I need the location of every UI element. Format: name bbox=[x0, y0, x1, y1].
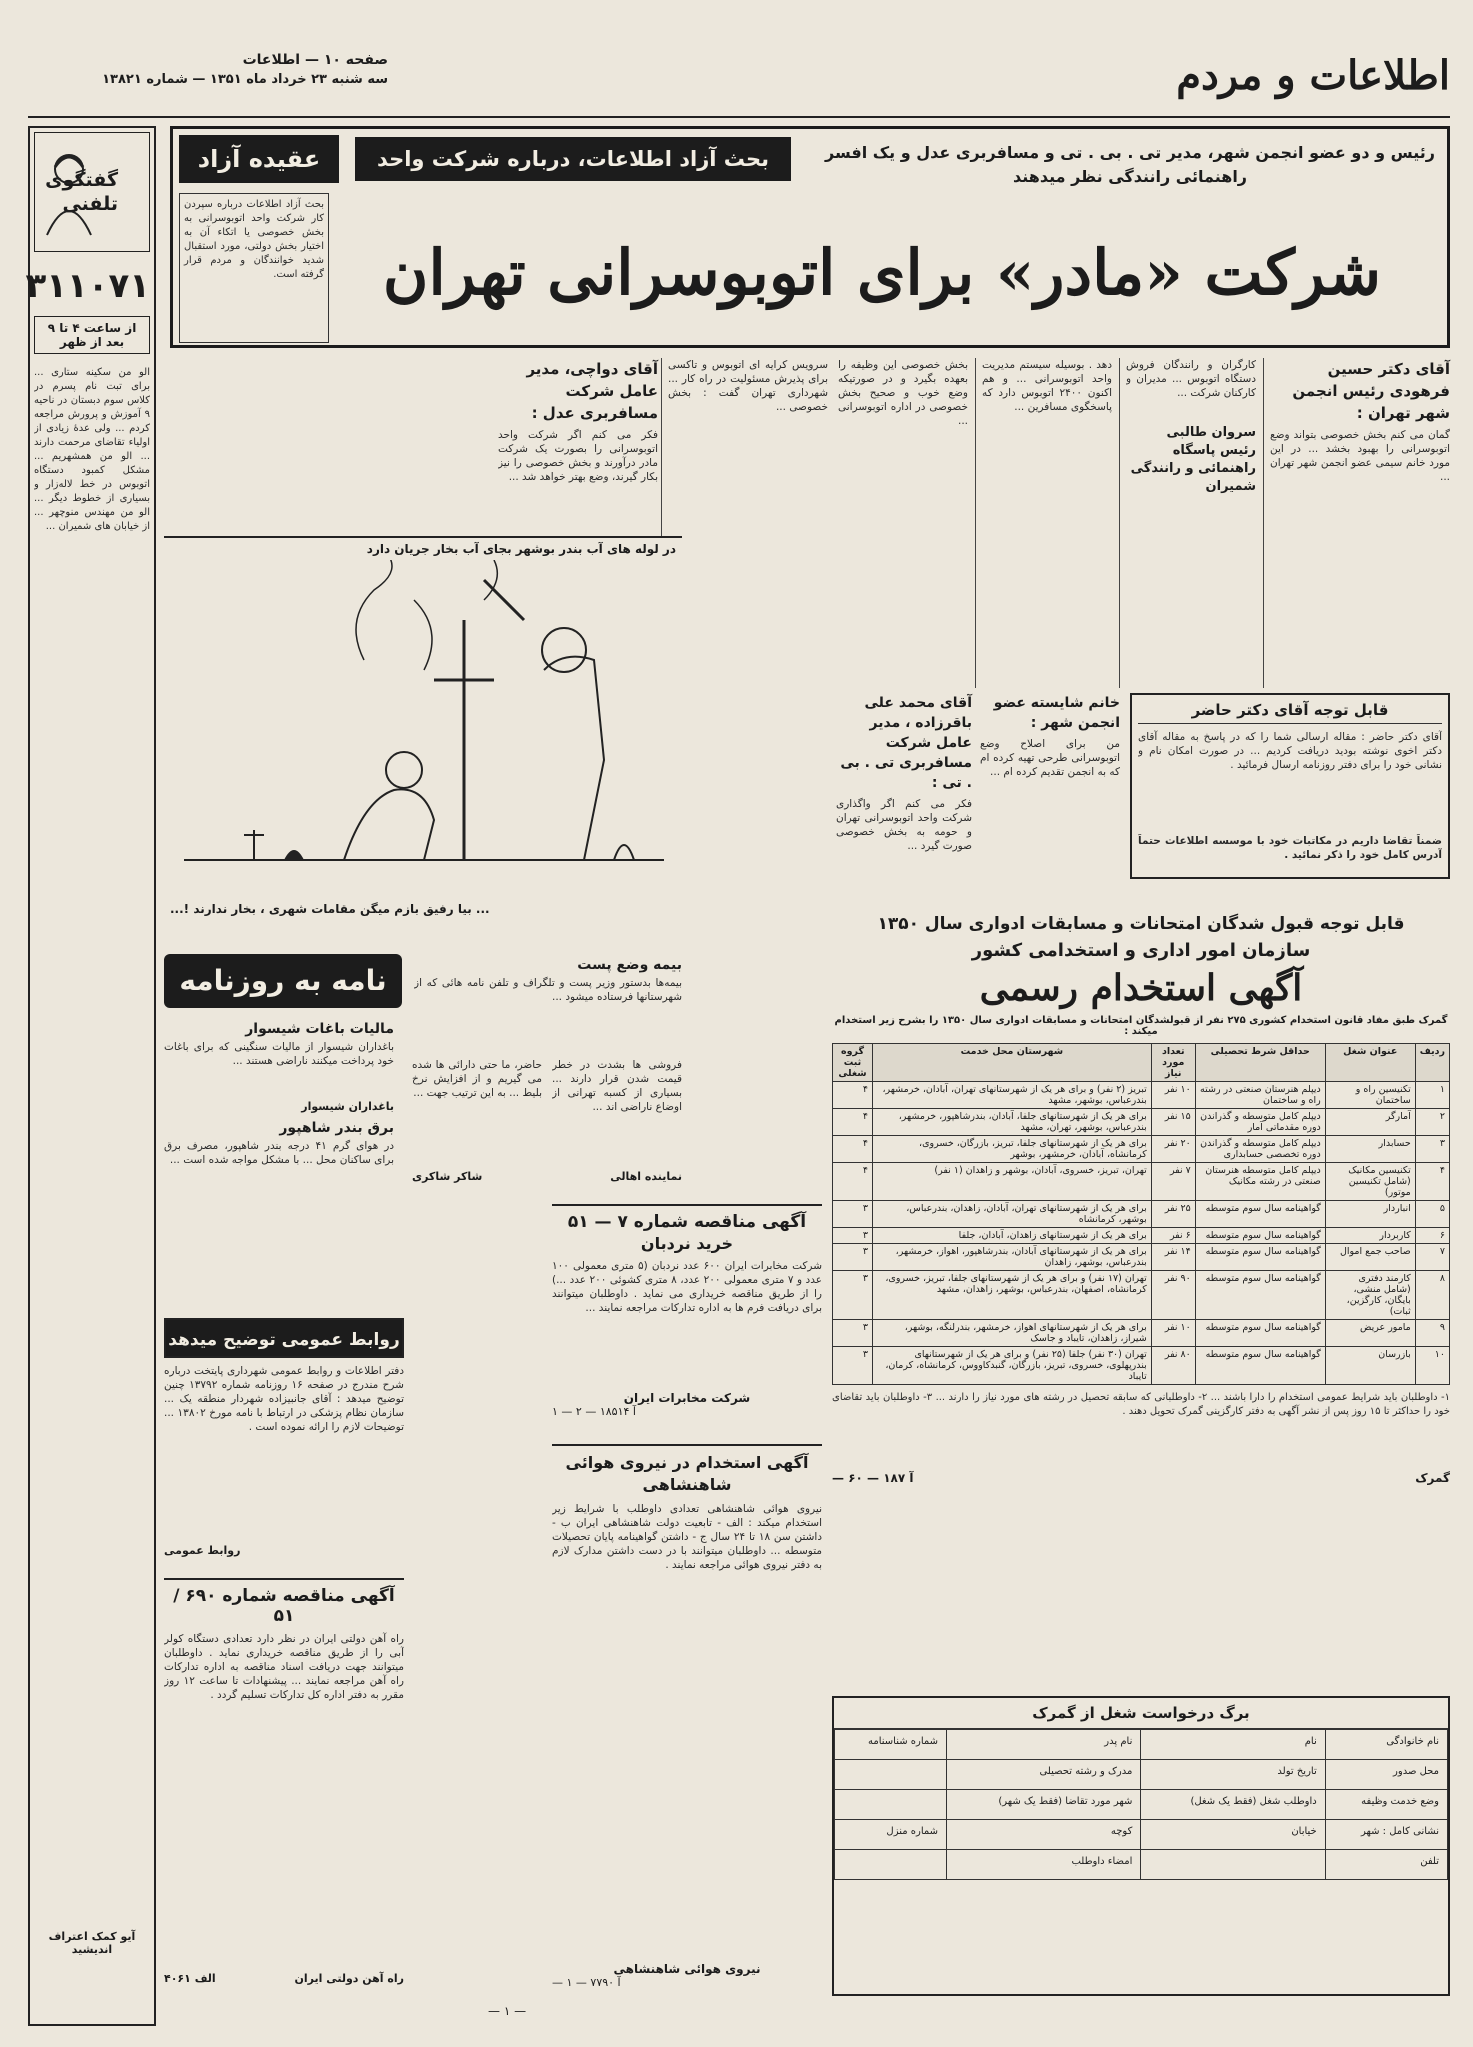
table-cell: برای هر یک از شهرستانهای زاهدان، آبادان، جلفا bbox=[873, 1228, 1152, 1244]
form-row bbox=[835, 1760, 1448, 1790]
newspaper-page bbox=[25, 48, 1450, 2038]
table-cell: ۳ bbox=[833, 1271, 873, 1320]
nameh-signer: نماینده اهالی bbox=[610, 1170, 682, 1183]
ad-havai-title: آگهی استخدام در نیروی هوائی شاهنشاهی bbox=[565, 1453, 809, 1494]
table-row bbox=[833, 1082, 1450, 1109]
form-field[interactable]: نشانی کامل : شهر bbox=[1325, 1820, 1447, 1850]
form-field[interactable] bbox=[1141, 1850, 1325, 1880]
table-cell: تبریز (۲ نفر) و برای هر یک از شهرستانهای تهران، آبادان، خرمشهر، بندرعباس، بوشهر، مشهد bbox=[873, 1082, 1152, 1109]
ad-monaqese-1-subtitle: خرید نردبان bbox=[640, 1234, 734, 1253]
table-cell: دیپلم هنرستان صنعتی در رشته راه و ساختمان bbox=[1195, 1082, 1325, 1109]
main-kicker: بحث آزاد اطلاعات، درباره شرکت واحد bbox=[355, 137, 791, 181]
nameh-section bbox=[164, 954, 682, 1194]
table-cell: گواهینامه سال سوم متوسطه bbox=[1195, 1320, 1325, 1347]
table-cell: ۵ bbox=[1415, 1201, 1449, 1228]
article-col-3: دهد . بوسیله سیستم مدیریت واحد اتوبوسرانی ... و هم اکنون ۲۴۰۰ اتوبوس دارد که پاسخگوی مسافرین ... bbox=[982, 359, 1112, 413]
table-cell: مامور عریض bbox=[1325, 1320, 1415, 1347]
ad-monaqese-2-body: راه آهن دولتی ایران در نظر دارد تعدادی دستگاه کولر آبی را از طریق مناقصه خریداری نماید . داوطلبان میتوانند جهت دریافت اسناد مناقصه به اداره تدارکات راه آهن مراجعه نمایند ... پیشنهادات تا ساعت ۱۲ روز مقرر به دفتر اداره کل تدارکات تسلیم گردد . bbox=[164, 1633, 404, 1701]
article-col-2 bbox=[1126, 358, 1256, 496]
table-cell: ۱۴ نفر bbox=[1151, 1244, 1195, 1271]
ad-estekhdam-top: قابل توجه قبول شدگان امتحانات و مسابقات ادواری سال ۱۳۵۰ bbox=[877, 914, 1405, 934]
table-row bbox=[833, 1271, 1450, 1320]
form-field[interactable] bbox=[835, 1850, 947, 1880]
ad-estekhdam-code: آ ۱۸۷ — ۶۰ — bbox=[832, 1471, 914, 1485]
article-body: فکر می کنم اگر واگذاری شرکت واحد اتوبوسرانی تهران و حومه به بخش خصوصی صورت گیرد ... bbox=[836, 798, 972, 852]
nameh-signer: باغداران شیسوار bbox=[301, 1100, 394, 1113]
articles-lower bbox=[835, 693, 1450, 903]
nameh-col: حاضر، ما حتی دارائی ها شده می گیریم و از افزایش نرخ بلیط ... به این ترتیب جهت ... bbox=[412, 1059, 542, 1099]
table-row bbox=[833, 1201, 1450, 1228]
table-cell: ۷ نفر bbox=[1151, 1163, 1195, 1201]
form-row bbox=[835, 1790, 1448, 1820]
nameh-col: فروشی ها بشدت در خطر قیمت شدن قرار دارند ... بسیاری از کسبه تهرانی از اوضاع ناراضی اند ... bbox=[552, 1059, 682, 1113]
form-field[interactable]: شماره منزل bbox=[835, 1820, 947, 1850]
table-cell: ۱۰ نفر bbox=[1151, 1082, 1195, 1109]
table-row bbox=[833, 1109, 1450, 1136]
table-cell: گواهینامه سال سوم متوسطه bbox=[1195, 1347, 1325, 1385]
table-cell: ۱ bbox=[1415, 1082, 1449, 1109]
table-cell: دیپلم کامل متوسطه و گذراندن دوره مقدماتی آمار bbox=[1195, 1109, 1325, 1136]
table-row bbox=[833, 1347, 1450, 1385]
ravabet-body: دفتر اطلاعات و روابط عمومی شهرداری پایتخت درباره شرح مندرج در صفحه ۱۶ روزنامه شماره ۱۳۷۹۲ چنین توضیح میدهد : آقای جانبیزاده شهردار منطقه یک ... سازمان نظام پزشکی در ارتباط با نامه مورخ ۱۳۸۰۲ ... توضیحات لازم را ارائه نموده است . bbox=[164, 1365, 404, 1433]
nameh-item-body: باغداران شیسوار از مالیات سنگینی که برای باغات خود پرداخت میکنند ناراضی هستند ... bbox=[164, 1041, 394, 1067]
table-cell: ۳ bbox=[833, 1228, 873, 1244]
table-cell: ۲۰ نفر bbox=[1151, 1136, 1195, 1163]
article-body: کارگران و رانندگان فروش دستگاه اتوبوس ... مدیران و کارکنان شرکت ... bbox=[1126, 359, 1256, 399]
form-field[interactable]: محل صدور bbox=[1325, 1760, 1447, 1790]
application-form-title: برگ درخواست شغل از گمرک bbox=[834, 1698, 1448, 1729]
col-header: تعداد مورد نیاز bbox=[1151, 1044, 1195, 1082]
form-field[interactable]: وضع خدمت وظیفه bbox=[1325, 1790, 1447, 1820]
article-farhoudi bbox=[1270, 358, 1450, 648]
article-shayesteh bbox=[980, 693, 1120, 867]
main-headline: شرکت «مادر» برای اتوبوسرانی تهران bbox=[382, 236, 1382, 309]
articles-block-right bbox=[835, 358, 1450, 688]
table-cell: ۱۵ نفر bbox=[1151, 1109, 1195, 1136]
table-cell: ۳ bbox=[833, 1347, 873, 1385]
phone-column-footer: آیو کمک اعتراف اندیشید bbox=[48, 1930, 136, 1956]
ad-monaqese-1-body: شرکت مخابرات ایران ۶۰۰ عدد نردبان (۵ متری معمولی ۱۰۰ عدد و ۷ متری معمولی ۲۰۰ عدد، ۸ متری کشوئی ۲۰۰ عدد ...) را از طریق مناقصه خریداری می نماید . داوطلبان میتوانند برای دریافت فرم ها به اداره تدارکات مراجعه نمایند ... bbox=[552, 1260, 822, 1314]
article-head: آقای دکتر حسین فرهودی رئیس انجمن شهر تهران : bbox=[1292, 360, 1450, 422]
table-cell: گواهینامه سال سوم متوسطه bbox=[1195, 1244, 1325, 1271]
masthead-info bbox=[28, 52, 388, 87]
table-cell: حسابدار bbox=[1325, 1136, 1415, 1163]
table-cell: ۴ bbox=[833, 1082, 873, 1109]
table-cell: گواهینامه سال سوم متوسطه bbox=[1195, 1271, 1325, 1320]
table-cell: انباردار bbox=[1325, 1201, 1415, 1228]
form-field[interactable]: نام خانوادگی bbox=[1325, 1730, 1447, 1760]
ad-estekhdam-sign: گمرک bbox=[1415, 1471, 1450, 1485]
ad-havai bbox=[552, 1444, 822, 2004]
form-field[interactable]: نام پدر bbox=[947, 1730, 1141, 1760]
nameh-item-head: مالیات باغات شیسوار bbox=[245, 1021, 394, 1037]
table-cell: ۳ bbox=[1415, 1136, 1449, 1163]
table-cell: برای هر یک از شهرستانهای جلفا، آبادان، بندرشاهپور، خرمشهر، بندرعباس، بوشهر، تهران، مشهد bbox=[873, 1109, 1152, 1136]
application-form bbox=[832, 1696, 1450, 1996]
form-row bbox=[835, 1730, 1448, 1760]
table-cell: تهران (۱۷ نفر) و برای هر یک از شهرستانهای جلفا، تبریز، خسروی، کرمانشاه، اصفهان، بندرعباس، بوشهر، زاهدان، مشهد bbox=[873, 1271, 1152, 1320]
table-cell: ۴ bbox=[833, 1109, 873, 1136]
ad-monaqese-2-code: الف ۴۰۶۱ bbox=[164, 1972, 216, 1985]
table-row bbox=[833, 1228, 1450, 1244]
aqideh-tab: عقیده آزاد bbox=[179, 135, 339, 183]
table-cell: ۳ bbox=[833, 1201, 873, 1228]
table-row bbox=[833, 1320, 1450, 1347]
ad-estekhdam bbox=[832, 914, 1450, 1684]
article-body: من برای اصلاح وضع اتوبوسرانی طرحی تهیه کرده ام که به انجمن تقدیم کرده ام ... bbox=[980, 738, 1120, 778]
table-cell: ۲۵ نفر bbox=[1151, 1201, 1195, 1228]
main-headline-box bbox=[170, 126, 1450, 348]
ad-estekhdam-table bbox=[832, 1043, 1450, 1385]
article-head-talebi: سروان طالبی رئیس پاسگاه راهنمائی و رانندگی شمیران bbox=[1130, 425, 1256, 494]
ad-estekhdam-org: سازمان امور اداری و استخدامی کشور bbox=[971, 940, 1311, 961]
ad-havai-code: آ ۷۷۹۰ — ۱ — bbox=[552, 1976, 621, 1989]
article-head: خانم شایسته عضو انجمن شهر : bbox=[993, 695, 1120, 731]
nameh-item-head: برق بندر شاهپور bbox=[279, 1120, 394, 1136]
table-cell: ۱۰ bbox=[1415, 1347, 1449, 1385]
table-cell: تکنیسین راه و ساختمان bbox=[1325, 1082, 1415, 1109]
table-cell: گواهینامه سال سوم متوسطه bbox=[1195, 1228, 1325, 1244]
form-row bbox=[835, 1850, 1448, 1880]
phone-column-body: الو من سکینه ستاری ... برای تبت نام پسرم در کلاس سوم دبستان در ناحیه ۹ آموزش و پرورش مراجعه کردم ... ولی عدۀ زیادی از اولیاء تقاضای مرحمت دارند ... الو من همشهریم ... مشکل کمبود دستگاه اتوبوس در خط لاله‌زار و بسیاری از خطوط دیگر ... الو من مهندس منوچهر ... از خیابان های شمیران ... bbox=[34, 367, 150, 532]
article-head: آقای محمد علی باقرزاده ، مدیر عامل شرکت مسافربری تی . بی . تی : bbox=[840, 695, 972, 791]
ad-monaqese-2-sign: راه آهن دولتی ایران bbox=[294, 1972, 404, 1985]
notice-doctor bbox=[1130, 693, 1450, 879]
article-col-sm: سرویس کرایه ای اتوبوس و تاکسی برای پذیرش مسئولیت در راه کار ... شهرداری تهران گفت : بخش خصوصی ... bbox=[668, 359, 828, 413]
ad-estekhdam-table-body bbox=[833, 1082, 1450, 1385]
form-field[interactable]: شهر مورد تقاضا (فقط یک شهر) bbox=[947, 1790, 1141, 1820]
cartoon-caption-bottom: ... بیا رفیق بازم میگن مقامات شهری ، بخار ندارند !... bbox=[170, 902, 490, 916]
table-cell: تکنیسین مکانیک (شامل تکنیسین موتور) bbox=[1325, 1163, 1415, 1201]
notice-doctor-footnote: ضمناً تقاضا داریم در مکاتبات خود با موسسه اطلاعات حتماً آدرس کامل خود را ذکر نمائید . bbox=[1138, 835, 1442, 861]
ad-monaqese-1-title: آگهی مناقصه شماره ۷ — ۵۱ bbox=[567, 1212, 807, 1232]
table-cell: گواهینامه سال سوم متوسطه bbox=[1195, 1201, 1325, 1228]
form-field[interactable]: شماره شناسنامه bbox=[835, 1730, 947, 1760]
table-cell: ۸ bbox=[1415, 1271, 1449, 1320]
article-body: فکر می کنم اگر شرکت واحد اتوبوسرانی را بصورت یک شرکت مادر درآورند و بخش خصوصی را نیز بکار گیرند، وضع بهتر خواهد شد ... bbox=[498, 429, 658, 483]
col-header: ردیف bbox=[1415, 1044, 1449, 1082]
notice-doctor-title: قابل توجه آقای دکتر حاضر bbox=[1138, 701, 1442, 724]
table-cell: ۹ bbox=[1415, 1320, 1449, 1347]
article-head: آقای دواچی، مدیر عامل شرکت مسافربری عدل : bbox=[526, 360, 658, 422]
table-cell: برای هر یک از شهرستانهای جلفا، تبریز، بازرگان، خسروی، کرمانشاه، آبادان، خرمشهر، بوشهر bbox=[873, 1136, 1152, 1163]
table-cell: تهران، تبریز، خسروی، آبادان، بوشهر و زاهدان (۱ نفر) bbox=[873, 1163, 1152, 1201]
table-cell: ۷ bbox=[1415, 1244, 1449, 1271]
col-header: شهرستان محل خدمت bbox=[873, 1044, 1152, 1082]
ravabet-section bbox=[164, 1318, 404, 1568]
ad-monaqese-2 bbox=[164, 1578, 404, 1998]
table-cell: برای هر یک از شهرستانهای تهران، آبادان، زاهدان، بندرعباس، بوشهر، کرمانشاه bbox=[873, 1201, 1152, 1228]
ravabet-title: روابط عمومی توضیح میدهد bbox=[164, 1318, 404, 1358]
table-cell: ۶ bbox=[1415, 1228, 1449, 1244]
nameh-item-body: در هوای گرم ۴۱ درجه بندر شاهپور، مصرف برق برای ساکنان محل ... با مشکل مواجه شده است ... bbox=[164, 1140, 394, 1166]
nameh-item-maliyat bbox=[164, 1018, 394, 1169]
article-body: گمان می کنم بخش خصوصی بتواند وضع اتوبوسرانی را بهبود بخشد ... در این مورد خانم سیمی عضو انجمن شهر تهران ... bbox=[1270, 429, 1450, 483]
table-cell: ۴ bbox=[1415, 1163, 1449, 1201]
phone-number: ۳۱۱۰۷۱ bbox=[25, 266, 150, 306]
cartoon-drawing bbox=[164, 560, 682, 900]
col-header: حداقل شرط تحصیلی bbox=[1195, 1044, 1325, 1082]
table-cell: ۴ bbox=[833, 1136, 873, 1163]
table-cell: ۸۰ نفر bbox=[1151, 1347, 1195, 1385]
table-cell: ۳ bbox=[833, 1244, 873, 1271]
col-header: عنوان شغل bbox=[1325, 1044, 1415, 1082]
date-info: سه شنبه ۲۳ خرداد ماه ۱۳۵۱ — شماره ۱۳۸۲۱ bbox=[102, 72, 388, 87]
table-cell: کارمند دفتری (شامل منشی، بایگان، کارگزین، ثبات) bbox=[1325, 1271, 1415, 1320]
table-cell: برای هر یک از شهرستانهای اهواز، خرمشهر، بندرلنگه، بوشهر، شیراز، زاهدان، تایباد و جاسک bbox=[873, 1320, 1152, 1347]
ad-monaqese-2-title: آگهی مناقصه شماره ۶۹۰ / ۵۱ bbox=[173, 1586, 395, 1626]
ad-estekhdam-big: آگهی استخدام رسمی bbox=[979, 967, 1303, 1009]
main-sub-kicker: رئیس و دو عضو انجمن شهر، مدیر تی . بی . تی و مسافربری عدل و یک افسر راهنمائی رانندگی نظر میدهند bbox=[825, 143, 1435, 186]
table-cell: صاحب جمع اموال bbox=[1325, 1244, 1415, 1271]
nameh-item-body: بیمه‌ها بدستور وزیر پست و تلگراف و تلفن نامه هائی که از شهرستانها فرستاده میشود ... bbox=[414, 977, 682, 1003]
table-cell: ۳ bbox=[833, 1320, 873, 1347]
ad-havai-sign: نیروی هوائی شاهنشاهی bbox=[613, 1962, 761, 1976]
form-field[interactable]: تلفن bbox=[1325, 1850, 1447, 1880]
table-cell: دیپلم کامل متوسطه و گذراندن دوره تخصصی حسابداری bbox=[1195, 1136, 1325, 1163]
section-title bbox=[1150, 48, 1450, 110]
form-field[interactable]: مدرک و رشته تحصیلی bbox=[947, 1760, 1141, 1790]
form-field[interactable]: امضاء داوطلب bbox=[947, 1850, 1141, 1880]
application-form-body bbox=[835, 1730, 1448, 1880]
ad-estekhdam-intro: گمرک طبق مفاد قانون استخدام کشوری ۲۷۵ نفر از قبولشدگان امتحانات و مسابقات ادواری سال ۱۳۵۰ را بشرح زیر استخدام میکند : bbox=[834, 1015, 1448, 1037]
form-field[interactable]: خیابان bbox=[1141, 1820, 1325, 1850]
form-row bbox=[835, 1820, 1448, 1850]
ravabet-sign: روابط عمومی bbox=[164, 1544, 241, 1557]
table-cell: ۶ نفر bbox=[1151, 1228, 1195, 1244]
table-row bbox=[833, 1136, 1450, 1163]
table-cell: ۹۰ نفر bbox=[1151, 1271, 1195, 1320]
table-cell: تهران (۳۰ نفر) جلفا (۲۵ نفر) و برای هر یک از شهرستانهای بندرپهلوی، خسروی، تبریز، بازرگان، گنبدکاووس، کرمانشاه، کرمان، تایباد bbox=[873, 1347, 1152, 1385]
table-cell: ۱۰ نفر bbox=[1151, 1320, 1195, 1347]
form-field[interactable]: تاریخ تولد bbox=[1141, 1760, 1325, 1790]
ad-monaqese-1-sign: شرکت مخابرات ایران bbox=[623, 1391, 751, 1405]
table-cell: بازرسان bbox=[1325, 1347, 1415, 1385]
table-cell: کاربردار bbox=[1325, 1228, 1415, 1244]
article-davachi bbox=[498, 358, 658, 528]
form-field[interactable] bbox=[835, 1790, 947, 1820]
cartoon-box bbox=[164, 536, 682, 938]
phone-column-header bbox=[34, 132, 150, 252]
telephone-operator-icon bbox=[39, 147, 99, 237]
section-title-text: اطلاعات و مردم bbox=[1176, 52, 1450, 99]
phone-column bbox=[25, 126, 156, 2026]
table-cell: ۲ bbox=[1415, 1109, 1449, 1136]
table-cell: دیپلم کامل متوسطه هنرستان صنعتی در رشته مکانیک bbox=[1195, 1163, 1325, 1201]
phone-column-title: گفتگوی تلفنی bbox=[45, 169, 118, 215]
nameh-cols bbox=[164, 1018, 682, 1188]
ad-monaqese-1 bbox=[552, 1204, 822, 1434]
phone-hours: از ساعت ۴ تا ۹ بعد از ظهر bbox=[34, 316, 150, 354]
table-cell: ۴ bbox=[833, 1163, 873, 1201]
col-header: گروه ثبت شغلی bbox=[833, 1044, 873, 1082]
form-field[interactable] bbox=[835, 1760, 947, 1790]
page-info: صفحه ۱۰ — اطلاعات bbox=[242, 52, 388, 68]
table-row bbox=[833, 1163, 1450, 1201]
application-form-table bbox=[834, 1729, 1448, 1880]
aqideh-side-text: بحث آزاد اطلاعات درباره سپردن کار شرکت واحد اتوبوسرانی به بخش خصوصی یا اتکاء آن به اختیار بخش دولتی، مورد استقبال شدید خوانندگان و مردم قرار گرفته است. bbox=[179, 193, 329, 343]
article-bagherzadeh bbox=[836, 693, 972, 897]
table-cell: آمارگر bbox=[1325, 1109, 1415, 1136]
form-field[interactable]: داوطلب شغل (فقط یک شغل) bbox=[1141, 1790, 1325, 1820]
nameh-title: نامه به روزنامه bbox=[164, 954, 402, 1008]
form-field[interactable]: نام bbox=[1141, 1730, 1325, 1760]
masthead-rule bbox=[28, 116, 1450, 118]
page-number: — ۱ — bbox=[488, 2004, 527, 2018]
nameh-item-head: بیمه وضع پست bbox=[577, 957, 682, 973]
nameh-signer: شاکر شاکری bbox=[412, 1170, 483, 1183]
notice-doctor-body: آقای دکتر حاضر : مقاله ارسالی شما را که در پاسخ به مقاله آقای دکتر اخوی نوشته بودید دریافت کردیم ... در صورت امکان نام و نشانی خود را برای دفتر روزنامه ارسال فرمائید . bbox=[1138, 731, 1442, 771]
article-col-4: بخش خصوصی این وظیفه را بعهده بگیرد و در صورتیکه وضع خوب و صحیح بخش خصوصی در اداره اتوبوسرانی ... bbox=[838, 359, 968, 427]
cartoon-caption-top: در لوله های آب بندر بوشهر بجای آب بخار جریان دارد bbox=[366, 542, 676, 556]
ad-monaqese-1-code: آ ۱۸۵۱۴ — ۲ — ۱ bbox=[552, 1405, 636, 1418]
ad-estekhdam-conditions: ۱- داوطلبان باید شرایط عمومی استخدام را دارا باشند ... ۲- داوطلبانی که سابقه تحصیل در رشته های مورد نیاز را دارند ... ۳- داوطلبان باید تقاضای خود را حداکثر تا ۱۵ روز پس از نشر آگهی به دفتر کارگزینی گمرک تحویل دهند . bbox=[832, 1392, 1450, 1417]
form-field[interactable]: کوچه bbox=[947, 1820, 1141, 1850]
ad-havai-body: نیروی هوائی شاهنشاهی تعدادی داوطلب با شرایط زیر استخدام میکند : الف - تابعیت دولت شاهنشاهی ایران ب - داشتن سن ۱۸ تا ۲۴ سال ج - داشتن گواهینامه پایان تحصیلات متوسطه ... داوطلبان میتوانند با در دست داشتن مدارک لازم به دفتر نیروی هوائی مراجعه نمایند . bbox=[552, 1503, 822, 1571]
table-cell: برای هر یک از شهرستانهای آبادان، بندرشاهپور، اهواز، خرمشهر، بندرعباس، بوشهر، زاهدان bbox=[873, 1244, 1152, 1271]
table-row bbox=[833, 1244, 1450, 1271]
